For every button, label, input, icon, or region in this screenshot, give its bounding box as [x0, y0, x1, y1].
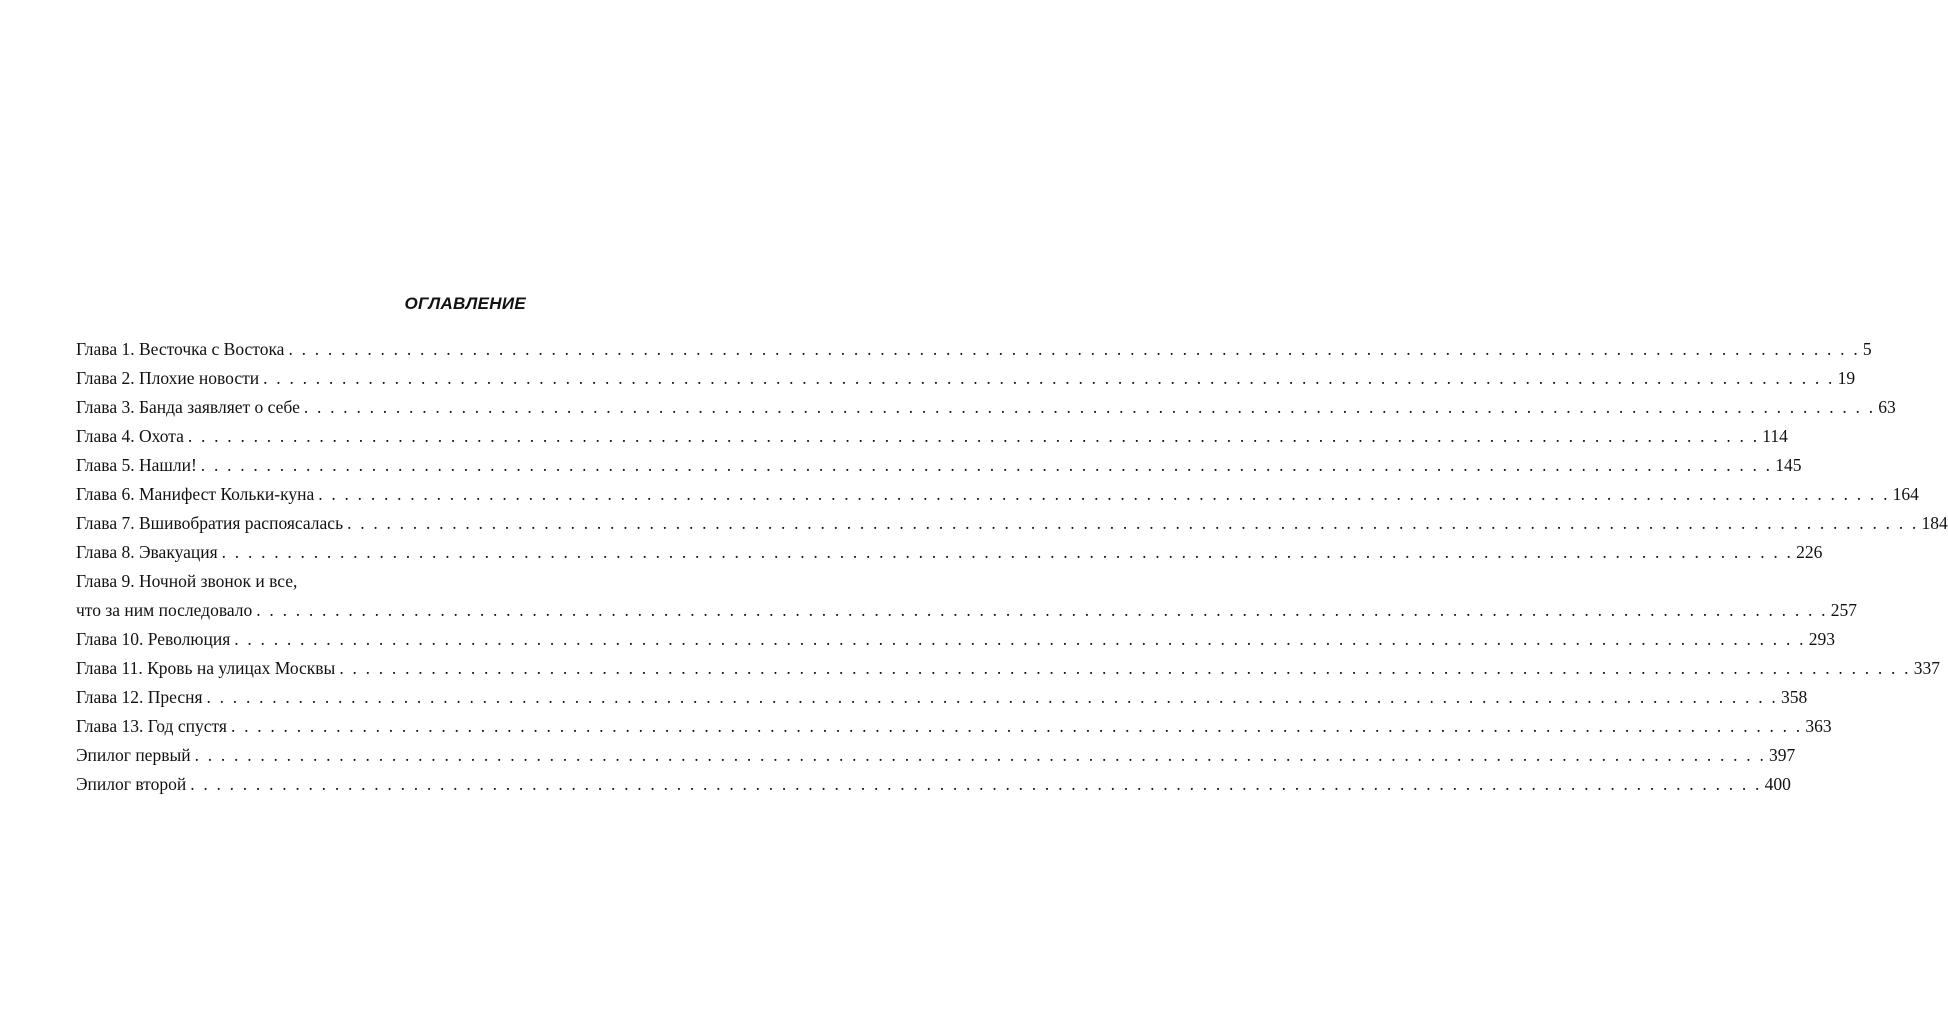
- toc-entry[interactable]: [76, 683, 1808, 712]
- toc-entry-title: Глава 1. Весточка с Востока: [76, 339, 285, 359]
- toc-entry-page-number: 145: [1775, 455, 1802, 475]
- toc-entry-page-number: 337: [1913, 658, 1941, 678]
- toc-entry[interactable]: [76, 509, 1948, 538]
- dot-leader: . . . . . . . . . . . . . . . . . . . . . . . . . . . . . . . . . . . . . . . . . . . . . . . . . . . . . . . . . . . . . . . . . . . . . . . . . . . . . . . . . . . . . . . . . . . . . . . . . . . . . . . . . . . . . . . . . . . . . . . .: [256, 600, 1828, 620]
- toc-entry[interactable]: [76, 480, 1919, 509]
- toc-entry-title-line: Глава 9. Ночной звонок и все,: [76, 571, 298, 591]
- toc-entry-page-number: 226: [1796, 542, 1823, 562]
- toc-entry-page-number: 257: [1830, 600, 1857, 620]
- toc-entry-page-number: 363: [1805, 716, 1832, 736]
- toc-entry-title: Эпилог первый: [76, 745, 191, 765]
- dot-leader: . . . . . . . . . . . . . . . . . . . . . . . . . . . . . . . . . . . . . . . . . . . . . . . . . . . . . . . . . . . . . . . . . . . . . . . . . . . . . . . . . . . . . . . . . . . . . . . . . . . . . . . . . . . . . . . . . . . . . . . .: [303, 397, 1876, 417]
- toc-entry[interactable]: [76, 451, 1802, 480]
- toc-entry-title: Глава 10. Революция: [76, 629, 231, 649]
- toc-entry-page-number: 114: [1762, 426, 1788, 446]
- toc-entry-title: Глава 12. Пресня: [76, 687, 203, 707]
- toc-entry-page-number: 63: [1878, 397, 1896, 417]
- toc-entry-title: что за ним последовало: [76, 600, 253, 620]
- toc-entry-title: Глава 8. Эвакуация: [76, 542, 218, 562]
- toc-entry-title: Глава 11. Кровь на улицах Москвы: [76, 658, 336, 678]
- dot-leader: . . . . . . . . . . . . . . . . . . . . . . . . . . . . . . . . . . . . . . . . . . . . . . . . . . . . . . . . . . . . . . . . . . . . . . . . . . . . . . . . . . . . . . . . . . . . . . . . . . . . . . . . . . . . . . . . . . . . . . . .: [190, 774, 1762, 794]
- toc-entry-title: Глава 13. Год спустя: [76, 716, 227, 736]
- toc-entry-title: Глава 4. Охота: [76, 426, 184, 446]
- toc-entry-title: Глава 5. Нашли!: [76, 455, 197, 475]
- toc-entry-page-number: 400: [1764, 774, 1791, 794]
- dot-leader: . . . . . . . . . . . . . . . . . . . . . . . . . . . . . . . . . . . . . . . . . . . . . . . . . . . . . . . . . . . . . . . . . . . . . . . . . . . . . . . . . . . . . . . . . . . . . . . . . . . . . . . . . . . . . . . . . . . . . . . .: [187, 426, 1760, 446]
- toc-entry[interactable]: [76, 654, 1941, 683]
- toc-entry[interactable]: [76, 335, 1872, 364]
- dot-leader: . . . . . . . . . . . . . . . . . . . . . . . . . . . . . . . . . . . . . . . . . . . . . . . . . . . . . . . . . . . . . . . . . . . . . . . . . . . . . . . . . . . . . . . . . . . . . . . . . . . . . . . . . . . . . . . . . . . . . . . .: [206, 687, 1778, 707]
- toc-entry-title: Глава 7. Вшивобратия распоясалась: [76, 513, 344, 533]
- toc-entry-title: Глава 2. Плохие новости: [76, 368, 260, 388]
- toc-entry-page-number: 397: [1769, 745, 1796, 765]
- toc-entry-page-number: 19: [1837, 368, 1856, 388]
- dot-leader: . . . . . . . . . . . . . . . . . . . . . . . . . . . . . . . . . . . . . . . . . . . . . . . . . . . . . . . . . . . . . . . . . . . . . . . . . . . . . . . . . . . . . . . . . . . . . . . . . . . . . . . . . . . . . . . . . . . . . . . .: [230, 716, 1803, 736]
- dot-leader: . . . . . . . . . . . . . . . . . . . . . . . . . . . . . . . . . . . . . . . . . . . . . . . . . . . . . . . . . . . . . . . . . . . . . . . . . . . . . . . . . . . . . . . . . . . . . . . . . . . . . . . . . . . . . . . . . . . . . . . .: [263, 368, 1835, 388]
- toc-entry[interactable]: [76, 596, 1857, 625]
- toc-entry[interactable]: [76, 712, 1832, 741]
- dot-leader: . . . . . . . . . . . . . . . . . . . . . . . . . . . . . . . . . . . . . . . . . . . . . . . . . . . . . . . . . . . . . . . . . . . . . . . . . . . . . . . . . . . . . . . . . . . . . . . . . . . . . . . . . . . . . . . . . . . . . . . .: [221, 542, 1794, 562]
- dot-leader: . . . . . . . . . . . . . . . . . . . . . . . . . . . . . . . . . . . . . . . . . . . . . . . . . . . . . . . . . . . . . . . . . . . . . . . . . . . . . . . . . . . . . . . . . . . . . . . . . . . . . . . . . . . . . . . . . . . . . . . .: [347, 513, 1919, 533]
- toc-heading: ОГЛАВЛЕНИЕ: [404, 294, 526, 313]
- toc-entry[interactable]: [76, 393, 1896, 422]
- dot-leader: . . . . . . . . . . . . . . . . . . . . . . . . . . . . . . . . . . . . . . . . . . . . . . . . . . . . . . . . . . . . . . . . . . . . . . . . . . . . . . . . . . . . . . . . . . . . . . . . . . . . . . . . . . . . . . . . . . . . . . . .: [288, 339, 1860, 359]
- dot-leader: . . . . . . . . . . . . . . . . . . . . . . . . . . . . . . . . . . . . . . . . . . . . . . . . . . . . . . . . . . . . . . . . . . . . . . . . . . . . . . . . . . . . . . . . . . . . . . . . . . . . . . . . . . . . . . . . . . . . . . . .: [194, 745, 1767, 765]
- toc-entry-title: Глава 3. Банда заявляет о себе: [76, 397, 300, 417]
- toc-entry[interactable]: [76, 770, 1791, 799]
- toc-entry-page-number: 293: [1808, 629, 1835, 649]
- dot-leader: . . . . . . . . . . . . . . . . . . . . . . . . . . . . . . . . . . . . . . . . . . . . . . . . . . . . . . . . . . . . . . . . . . . . . . . . . . . . . . . . . . . . . . . . . . . . . . . . . . . . . . . . . . . . . . . . . . . . . . . .: [339, 658, 1911, 678]
- toc-entry[interactable]: [76, 422, 1788, 451]
- toc-entry[interactable]: [76, 364, 1856, 393]
- toc-entry[interactable]: [76, 625, 1835, 654]
- dot-leader: . . . . . . . . . . . . . . . . . . . . . . . . . . . . . . . . . . . . . . . . . . . . . . . . . . . . . . . . . . . . . . . . . . . . . . . . . . . . . . . . . . . . . . . . . . . . . . . . . . . . . . . . . . . . . . . . . . . . . . . .: [318, 484, 1890, 504]
- toc-entry-page-number: 184: [1921, 513, 1948, 533]
- toc-entry-title: Глава 6. Манифест Кольки-куна: [76, 484, 315, 504]
- table-of-contents: [76, 335, 1948, 799]
- toc-entry-page-number: 358: [1780, 687, 1808, 707]
- dot-leader: . . . . . . . . . . . . . . . . . . . . . . . . . . . . . . . . . . . . . . . . . . . . . . . . . . . . . . . . . . . . . . . . . . . . . . . . . . . . . . . . . . . . . . . . . . . . . . . . . . . . . . . . . . . . . . . . . . . . . . . .: [234, 629, 1806, 649]
- toc-entry-continued-line: [76, 567, 526, 596]
- toc-entry-page-number: 164: [1892, 484, 1919, 504]
- toc-entry[interactable]: [76, 538, 1823, 567]
- toc-entry-title: Эпилог второй: [76, 774, 187, 794]
- dot-leader: . . . . . . . . . . . . . . . . . . . . . . . . . . . . . . . . . . . . . . . . . . . . . . . . . . . . . . . . . . . . . . . . . . . . . . . . . . . . . . . . . . . . . . . . . . . . . . . . . . . . . . . . . . . . . . . . . . . . . . . .: [200, 455, 1773, 475]
- toc-entry[interactable]: [76, 741, 1796, 770]
- toc-entry-page-number: 5: [1862, 339, 1872, 359]
